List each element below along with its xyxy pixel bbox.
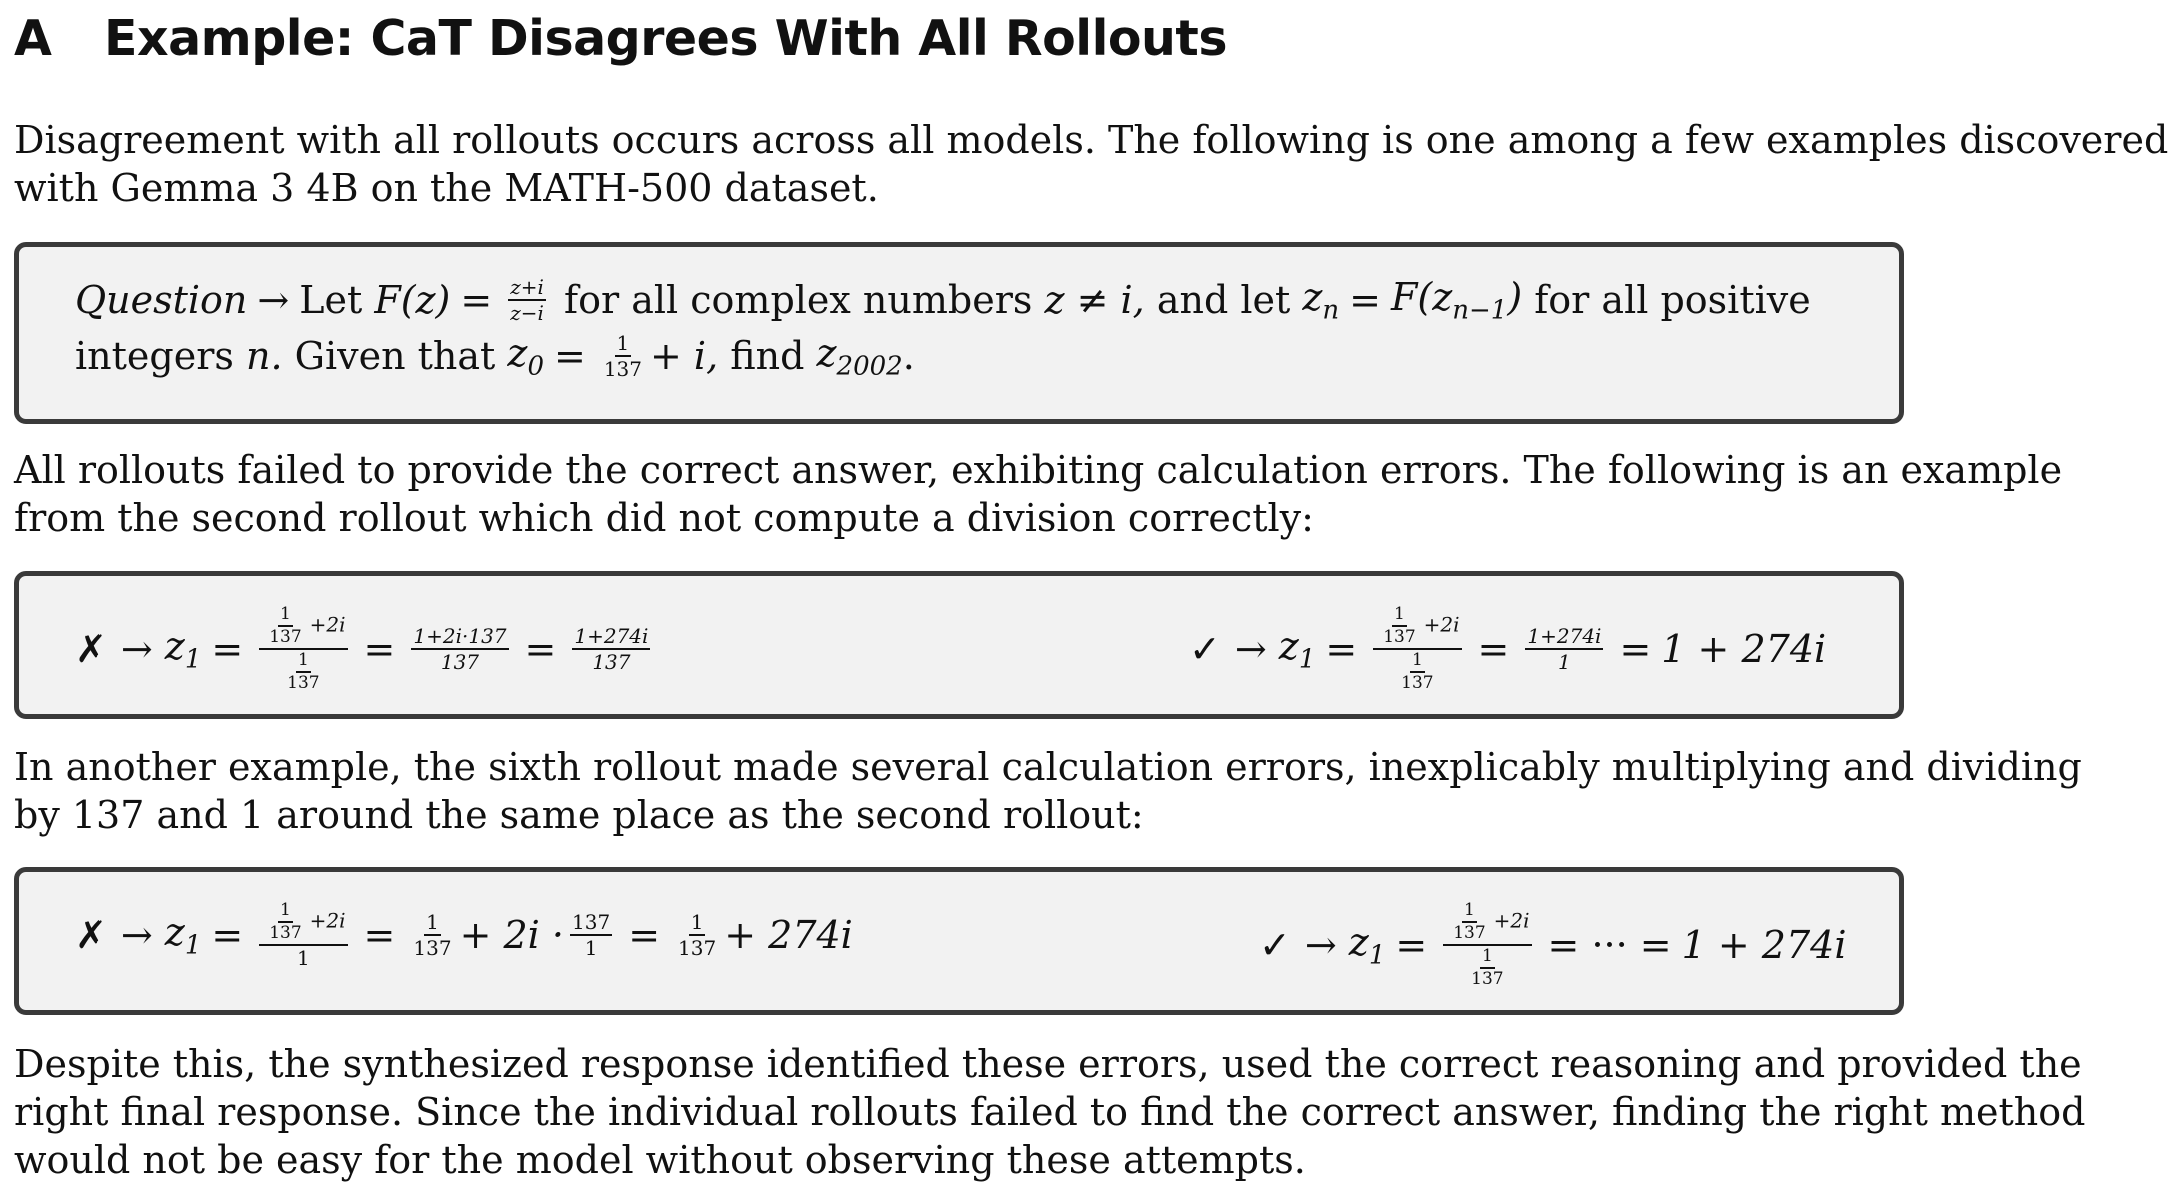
- section-title: Example: CaT Disagrees With All Rollouts: [104, 10, 1228, 67]
- conclusion-line-1: Despite this, the synthesized response identified these errors, used the correct reasoning and provided the: [14, 1042, 2082, 1086]
- compound-num: $\frac{1}{137}$ +2i: [259, 902, 347, 946]
- sixth-rollout-paragraph: [14, 743, 2082, 839]
- den-fraction: $\frac{1}{137}$: [1401, 650, 1434, 693]
- step2-fraction: $\frac{1+2i\cdot 137}{137}$: [413, 624, 507, 674]
- q-text-let: Let: [299, 278, 363, 323]
- q-eq-3: =: [553, 334, 586, 379]
- sixth-line-2: by 137 and 1 around the same place as the second rollout:: [14, 793, 1144, 837]
- compound-fraction: [259, 902, 347, 968]
- eq: =: [1619, 627, 1652, 671]
- intro-paragraph: [14, 116, 2168, 212]
- wrong-derivation-2: [75, 606, 656, 692]
- eq: =: [628, 913, 661, 957]
- q-fraction: [508, 275, 546, 326]
- compound-fraction: [1373, 606, 1461, 692]
- eq: =: [363, 627, 396, 671]
- eq: =: [211, 627, 244, 671]
- conclusion-paragraph: [14, 1040, 2086, 1184]
- end-term: + 274i: [724, 913, 853, 957]
- den-fraction: $\frac{1}{137}$: [287, 650, 320, 693]
- eq: =: [1477, 627, 1510, 671]
- rollout-line-2: from the second rollout which did not compute a division correctly:: [14, 496, 1314, 540]
- inner-fraction: $\frac{1}{137}$: [1383, 604, 1416, 647]
- q-dot: .: [902, 334, 915, 379]
- arrow: →: [1234, 627, 1267, 671]
- arrow: →: [120, 627, 153, 671]
- step3-fraction: $\frac{1+274i}{137}$: [574, 624, 649, 674]
- z1: $z_1$: [164, 909, 202, 961]
- section-number: A: [14, 10, 52, 67]
- eq: =: [524, 627, 557, 671]
- q-z0-den: 137: [603, 357, 643, 382]
- question-label: Question: [75, 278, 248, 323]
- sixth-line-1: In another example, the sixth rollout made several calculation errors, inexplicably multiplying and dividing: [14, 745, 2082, 789]
- compound-den: [1391, 650, 1443, 692]
- inner-fraction: $\frac{1}{137}$: [1453, 900, 1486, 943]
- eq: =: [1325, 627, 1358, 671]
- question-line-2: [75, 331, 915, 382]
- q-text-forallpos: for all positive: [1534, 278, 1811, 323]
- wrong-derivation-3: [75, 902, 853, 968]
- conclusion-line-2: right final response. Since the individual rollouts failed to find the correct answer, finding the right method: [14, 1090, 2086, 1134]
- q-text-find: find: [730, 334, 805, 379]
- question-box: [14, 242, 1904, 424]
- compound-num: $\frac{1}{137}$ +2i: [259, 606, 347, 650]
- compound-fraction: [259, 606, 347, 692]
- den-fraction: $\frac{1}{137}$: [1471, 946, 1504, 989]
- q-Fprev: $F(z_{n-1})$: [1391, 275, 1523, 326]
- z1: $z_1$: [164, 623, 202, 675]
- q-z0-num: 1: [616, 331, 630, 356]
- mid-term: + 2i ·: [459, 913, 564, 957]
- q-zf: $z_{2002}$: [816, 331, 903, 382]
- result: 1 + 274i: [1681, 923, 1847, 967]
- division-error-box: [14, 571, 1904, 719]
- eq: =: [211, 913, 244, 957]
- q-plus-i: + i,: [650, 334, 719, 379]
- q-cond: z ≠ i,: [1044, 278, 1145, 323]
- conclusion-line-3: would not be easy for the model without observing these attempts.: [14, 1138, 1306, 1182]
- inner-fraction: $\frac{1}{137}$: [269, 900, 302, 943]
- q-frac-num: z+i: [510, 275, 544, 300]
- result: 1 + 274i: [1661, 627, 1827, 671]
- intro-line-2: with Gemma 3 4B on the MATH-500 dataset.: [14, 166, 879, 210]
- compound-den: [277, 650, 329, 692]
- q-text-andlet: and let: [1156, 278, 1291, 323]
- right-derivation-2: [1189, 606, 1826, 692]
- cross-icon: ✗: [75, 913, 107, 957]
- z1: $z_1$: [1348, 919, 1386, 971]
- q-text-forall: for all complex numbers: [564, 278, 1033, 323]
- eq: =: [1395, 923, 1428, 967]
- compound-den: 1: [297, 946, 310, 970]
- dots: = ··· =: [1547, 923, 1672, 967]
- arrow: →: [1304, 923, 1337, 967]
- q-z0: $z_0$: [507, 331, 544, 382]
- q-eq-2: =: [1349, 278, 1382, 323]
- compound-fraction: [1443, 902, 1531, 988]
- q-n: n.: [245, 334, 283, 379]
- eq: =: [363, 913, 396, 957]
- right-step-fraction: $\frac{1+274i}{1}$: [1527, 624, 1602, 674]
- arrow: →: [120, 913, 153, 957]
- q-eq: =: [460, 278, 493, 323]
- q-frac-den: z−i: [510, 301, 544, 326]
- rollout-line-1: All rollouts failed to provide the correct answer, exhibiting calculation errors. The following is an example: [14, 448, 2063, 492]
- question-line-1: [75, 275, 1811, 326]
- frac-1-137: $\frac{1}{137}$: [413, 910, 452, 960]
- rollout-paragraph: [14, 446, 2063, 542]
- q-text-integers: integers: [75, 334, 234, 379]
- frac-137-1: $\frac{137}{1}$: [572, 910, 611, 960]
- multiply-error-box: [14, 867, 1904, 1015]
- q-z0-fraction: [602, 331, 644, 382]
- z1: $z_1$: [1278, 623, 1316, 675]
- q-zn: $z_n$: [1302, 275, 1340, 326]
- intro-line-1: Disagreement with all rollouts occurs across all models. The following is one among a few examples discovered: [14, 118, 2168, 162]
- check-icon: ✓: [1189, 627, 1221, 671]
- right-derivation-3: [1259, 902, 1846, 988]
- frac-1-137-b: $\frac{1}{137}$: [678, 910, 717, 960]
- compound-num: $\frac{1}{137}$ +2i: [1373, 606, 1461, 650]
- compound-den: [1461, 946, 1513, 988]
- question-arrow: →: [257, 278, 290, 323]
- compound-num: $\frac{1}{137}$ +2i: [1443, 902, 1531, 946]
- inner-fraction: $\frac{1}{137}$: [269, 604, 302, 647]
- q-text-given: Given that: [294, 334, 496, 379]
- cross-icon: ✗: [75, 627, 107, 671]
- section-heading: [14, 10, 1227, 67]
- q-Fz: F(z): [374, 278, 451, 323]
- check-icon: ✓: [1259, 923, 1291, 967]
